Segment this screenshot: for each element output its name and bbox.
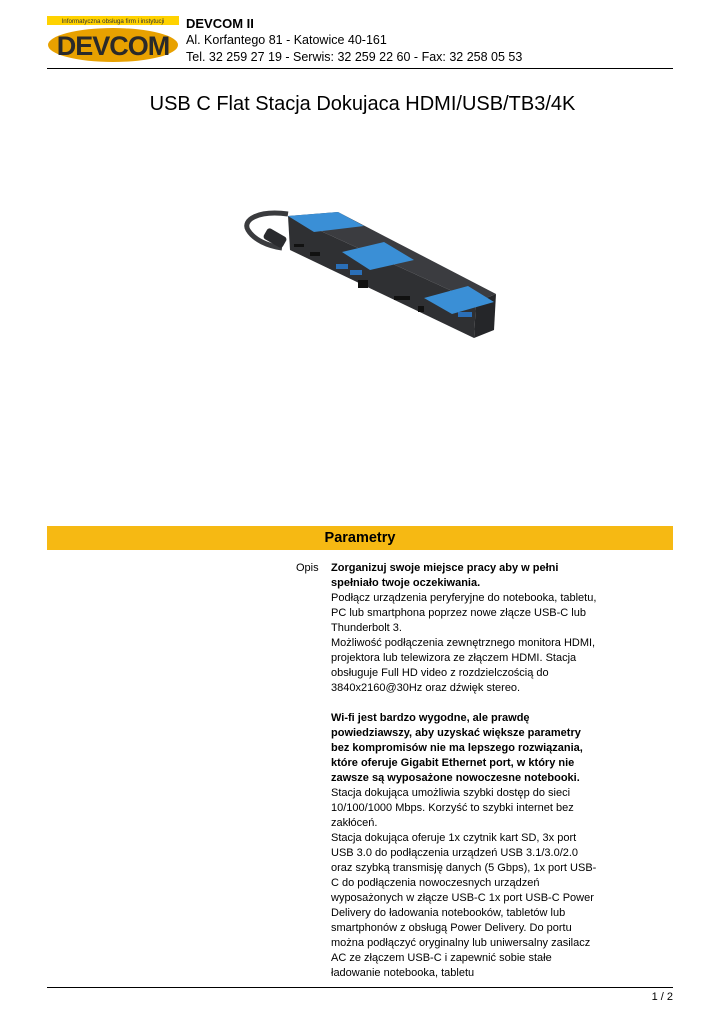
product-title: USB C Flat Stacja Dokujaca HDMI/USB/TB3/4K — [149, 93, 576, 115]
desc-paragraph-4: Stacja dokująca oferuje 1x czytnik kart SD, 3x port USB 3.0 do podłączenia urządzeń USB 3.1/3.0/2.0 oraz szybką transmisję danych (5 Gbps), 1x port USB-C do podłączenia nowoczesnych urządzeń wyposażonych w złącze USB-C 1x port USB-C Power Delivery do ładowania notebooków, tabletów lub smartphonów z obsługą Power Delivery. Do portu można podłączyć oryginalny lub uniwersalny zasilacz AC ze złączem USB-C i zapewnić sobie stałe ładowanie notebooka, tabletu — [331, 832, 597, 979]
company-address: Al. Korfantego 81 - Katowice 40-161 — [186, 33, 387, 47]
footer-divider — [47, 987, 673, 988]
svg-text:Informatyczna obsługa firm i i: Informatyczna obsługa firm i instytucji — [61, 18, 165, 25]
desc-paragraph-2: Możliwość podłączenia zewnętrznego monitora HDMI, projektora lub telewizora ze złączem HDMI. Stacja obsługuje Full HD video z rozdzielczością do 3840x2160@30Hz oraz dźwięk stereo. — [331, 637, 596, 694]
product-description — [331, 561, 599, 981]
desc-paragraph-1: Podłącz urządzenia peryferyjne do notebooka, tabletu, PC lub smartphona poprzez nowe złącze USB-C lub Thunderbolt 3. — [331, 592, 597, 634]
svg-text:DEVCOM: DEVCOM — [56, 31, 170, 61]
company-contact: Tel. 32 259 27 19 - Serwis: 32 259 22 60 - Fax: 32 258 05 53 — [186, 50, 523, 64]
docking-station-image — [238, 202, 498, 352]
devcom-logo — [47, 16, 179, 63]
intro-bold: Zorganizuj swoje miejsce pracy aby w pełni spełniało twoje oczekiwania. — [331, 562, 559, 589]
header-divider — [47, 68, 673, 69]
page-number: 1 / 2 — [651, 991, 673, 1003]
opis-label: Opis — [296, 562, 319, 574]
desc-paragraph-3: Stacja dokująca umożliwia szybki dostęp do sieci 10/100/1000 Mbps. Korzyść to szybki internet bez zakłóceń. — [331, 787, 574, 829]
company-info — [186, 15, 522, 66]
company-name: DEVCOM II — [186, 16, 254, 31]
parameters-heading: Parametry — [47, 526, 673, 550]
wifi-bold: Wi-fi jest bardzo wygodne, ale prawdę powiedziawszy, aby uzyskać większe parametry bez kompromisów nie ma lepszego rozwiązania, które oferuje Gigabit Ethernet port, w który nie zawsze są wyposażone nowoczesne notebooki. — [331, 712, 583, 784]
